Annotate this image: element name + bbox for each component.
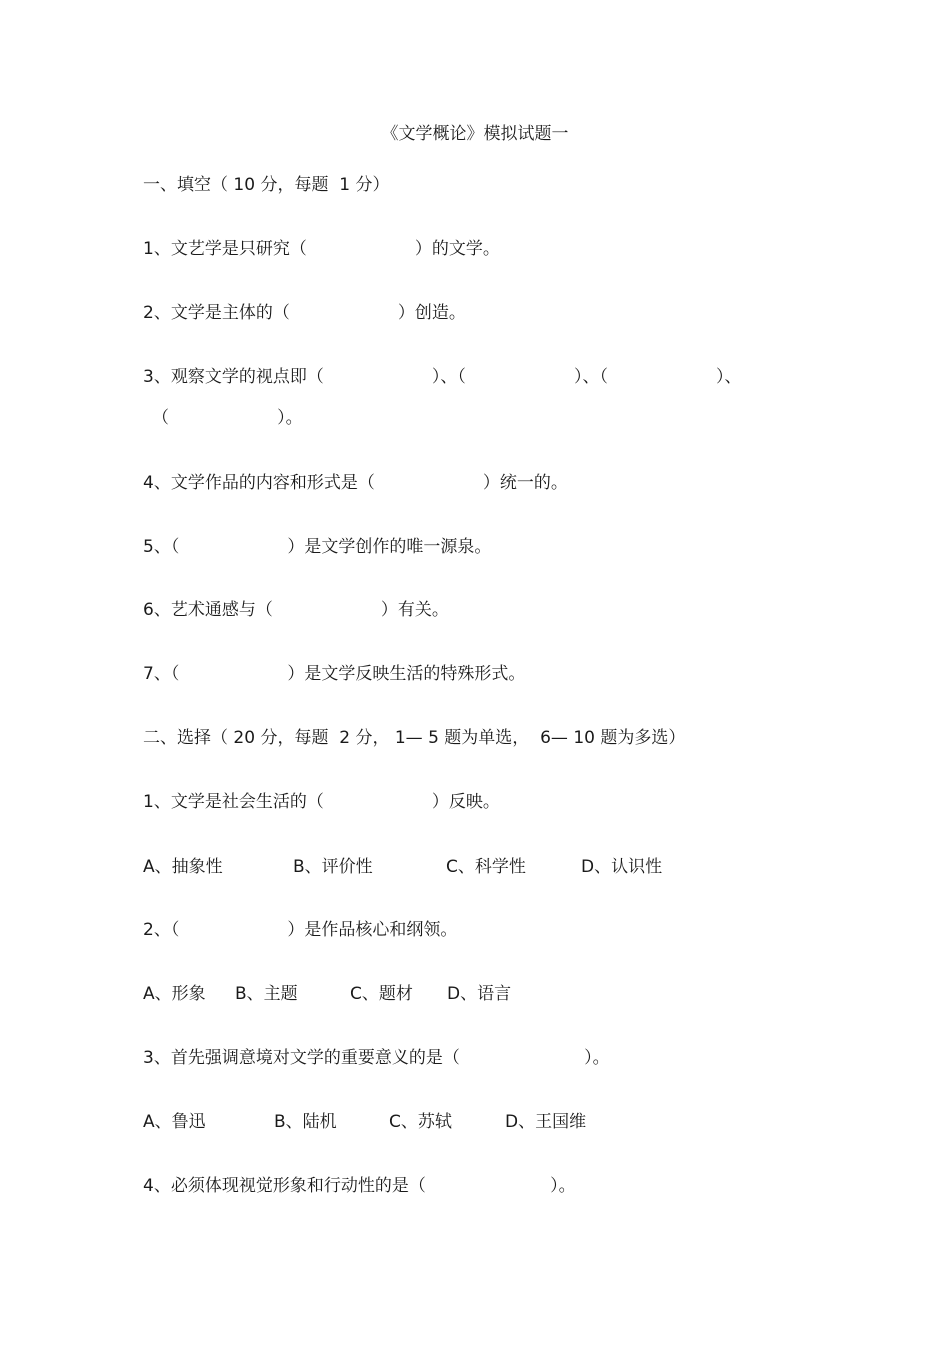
q1-option-d: D、认识性: [581, 857, 663, 877]
fill-question-3-cont: （ ）。: [152, 408, 303, 428]
page-title: 《文学概论》模拟试题一: [381, 124, 569, 144]
choice-question-2: 2、（ ）是作品核心和纲领。: [143, 920, 458, 940]
q2-option-c: C、题材: [350, 984, 413, 1004]
choice-question-1: 1、文学是社会生活的（ ）反映。: [143, 792, 500, 812]
q3-option-a: A、鲁迅: [143, 1112, 206, 1132]
q1-option-b: B、评价性: [293, 857, 373, 877]
q1-option-a: A、抽象性: [143, 857, 223, 877]
choice-question-4: 4、必须体现视觉形象和行动性的是（ ）。: [143, 1176, 576, 1196]
fill-question-5: 5、（ ）是文学创作的唯一源泉。: [143, 537, 492, 557]
q1-option-c: C、科学性: [446, 857, 526, 877]
q3-option-d: D、王国维: [505, 1112, 587, 1132]
fill-question-2: 2、文学是主体的（ ）创造。: [143, 303, 466, 323]
q2-option-a: A、形象: [143, 984, 206, 1004]
choice-question-3: 3、首先强调意境对文学的重要意义的是（ ）。: [143, 1048, 610, 1068]
section1-heading: 一、填空（ 10 分，每题 1 分）: [143, 175, 390, 195]
fill-question-6: 6、艺术通感与（ ）有关。: [143, 600, 449, 620]
q3-option-c: C、苏轼: [389, 1112, 452, 1132]
fill-question-7: 7、（ ）是文学反映生活的特殊形式。: [143, 664, 526, 684]
q2-option-d: D、语言: [447, 984, 512, 1004]
fill-question-4: 4、文学作品的内容和形式是（ ）统一的。: [143, 473, 568, 493]
fill-question-1: 1、文艺学是只研究（ ）的文学。: [143, 239, 500, 259]
q3-option-b: B、陆机: [274, 1112, 337, 1132]
section2-heading: 二、选择（ 20 分，每题 2 分， 1— 5 题为单选， 6— 10 题为多选）: [143, 728, 686, 748]
q2-option-b: B、主题: [235, 984, 298, 1004]
fill-question-3: 3、观察文学的视点即（ ）、（ ）、（ ）、: [143, 367, 742, 387]
